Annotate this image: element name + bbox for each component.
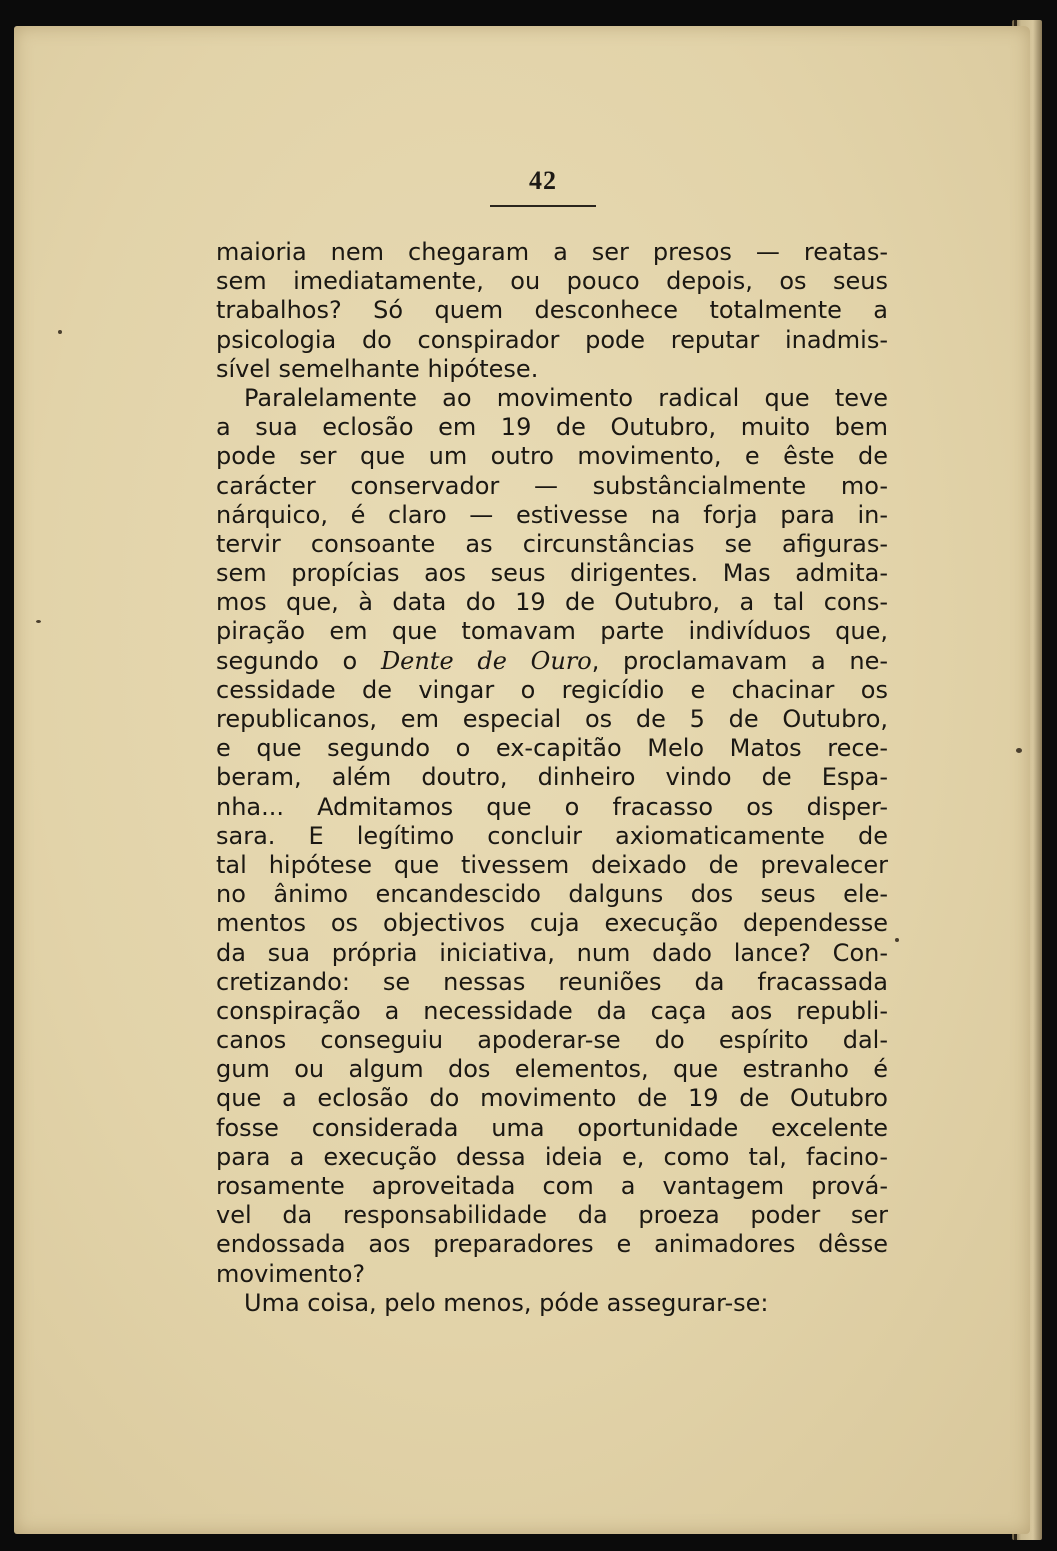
paper-speck xyxy=(58,330,62,334)
page-number: 42 xyxy=(529,166,557,195)
text-line: a sua eclosão em 19 de Outubro, muito bem xyxy=(216,413,888,442)
text-line: tervir consoante as circunstâncias se afiguras- xyxy=(216,529,888,558)
text-line: gum ou algum dos elementos, que estranho é xyxy=(216,1055,888,1084)
text-line: sem propícias aos seus dirigentes. Mas admita- xyxy=(216,559,888,588)
paper-speck xyxy=(1016,748,1022,753)
text-line: cretizando: se nessas reuniões da fracassada xyxy=(216,967,888,996)
text-segment: segundo o xyxy=(216,646,381,675)
text-line xyxy=(216,647,888,676)
text-line: maioria nem chegaram a ser presos — reatas- xyxy=(216,238,888,266)
text-line: fosse considerada uma oportunidade excelente xyxy=(216,1113,888,1142)
page-number-rule xyxy=(490,205,596,207)
text-line: para a execução dessa ideia e, como tal, facino- xyxy=(216,1142,888,1171)
text-line: movimento? xyxy=(216,1259,366,1288)
text-line: Uma coisa, pelo menos, póde assegurar-se: xyxy=(244,1288,769,1317)
text-line: pode ser que um outro movimento, e êste de xyxy=(216,442,888,471)
text-line: mentos os objectivos cuja execução dependesse xyxy=(216,909,888,938)
text-line: e que segundo o ex-capitão Melo Matos rece- xyxy=(216,734,888,763)
text-line: trabalhos? Só quem desconhece totalmente a xyxy=(216,296,888,325)
text-line: conspiração a necessidade da caça aos republi- xyxy=(216,996,888,1025)
text-line: nha... Admitamos que o fracasso os disper- xyxy=(216,792,888,821)
text-line: republicanos, em especial os de 5 de Outubro, xyxy=(216,705,888,733)
text-line: psicologia do conspirador pode reputar inadmis- xyxy=(216,325,888,354)
text-line: beram, além doutro, dinheiro vindo de Espa- xyxy=(216,763,888,792)
text-line: canos conseguiu apoderar-se do espírito dal- xyxy=(216,1026,888,1055)
text-line: vel da responsabilidade da proeza poder ser xyxy=(216,1201,888,1230)
text-line: rosamente aproveitada com a vantagem prová- xyxy=(216,1172,888,1200)
text-line: cessidade de vingar o regicídio e chacinar os xyxy=(216,675,888,704)
text-line: que a eclosão do movimento de 19 de Outubro xyxy=(216,1084,888,1113)
newspaper-title: Dente de Ouro xyxy=(380,646,592,675)
paper-speck xyxy=(895,938,899,942)
text-line: Paralelamente ao movimento radical que teve xyxy=(244,383,888,412)
text-line: piração em que tomavam parte indivíduos que, xyxy=(216,617,888,646)
text-line: endossada aos preparadores e animadores dêsse xyxy=(216,1230,888,1259)
text-line: carácter conservador — substâncialmente mo- xyxy=(216,471,888,500)
text-line: nárquico, é claro — estivesse na forja para in- xyxy=(216,500,888,529)
text-line: sível semelhante hipótese. xyxy=(216,354,539,383)
text-line: tal hipótese que tivessem deixado de prevalecer xyxy=(216,850,888,879)
paper-speck xyxy=(36,620,41,623)
text-line: sara. E legítimo concluir axiomaticamente de xyxy=(216,821,888,850)
text-line: mos que, à data do 19 de Outubro, a tal cons- xyxy=(216,588,888,617)
body-text xyxy=(216,238,888,1318)
text-segment: , proclamavam a ne- xyxy=(591,646,888,675)
text-line: sem imediatamente, ou pouco depois, os seus xyxy=(216,267,888,296)
text-line: da sua própria iniciativa, num dado lance? Con- xyxy=(216,938,888,967)
text-line: no ânimo encandescido dalguns dos seus ele- xyxy=(216,880,888,909)
